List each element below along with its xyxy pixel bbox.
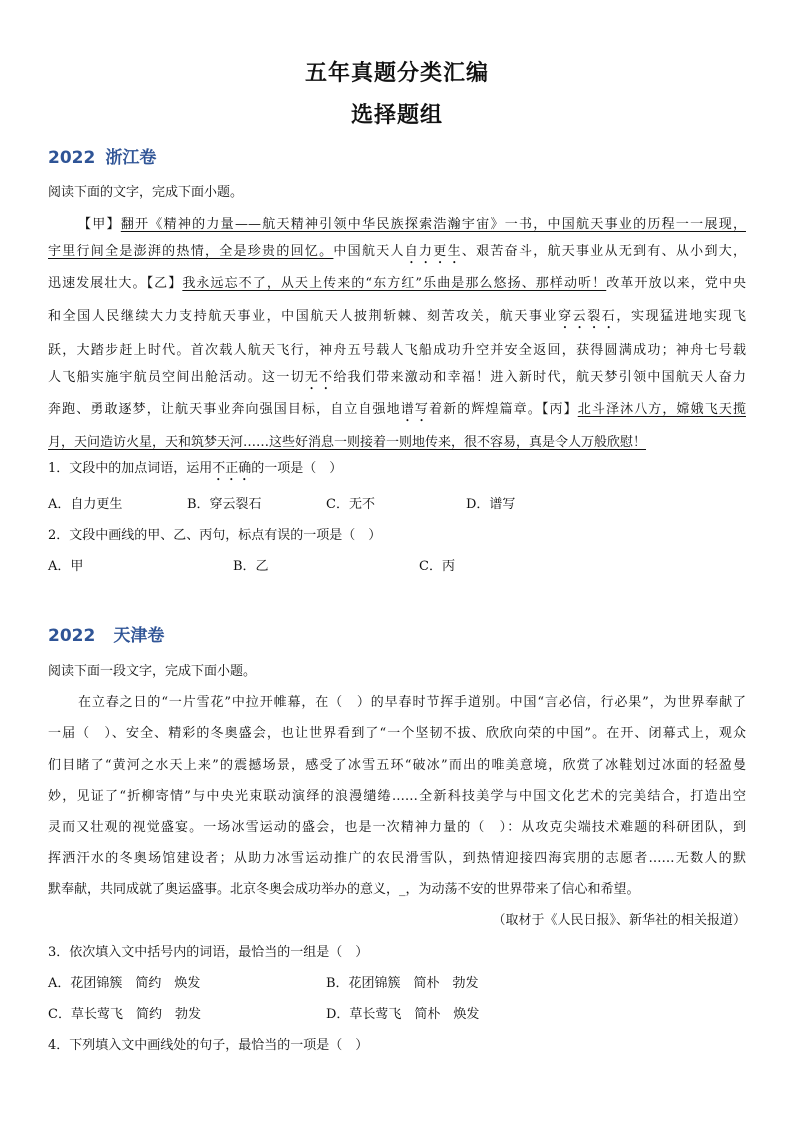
dotted-word: 自力更生 [404,244,462,259]
q3-option-d: D．草长莺飞 简朴 焕发 [326,1007,480,1022]
underlined-sentence-bing: 北斗泽沐八方，嫦娥飞天揽 [577,402,746,417]
dotted-word: 不正确 [212,461,252,476]
dotted-word: 穿云裂石 [558,309,617,324]
section-heading-zhejiang [48,143,156,168]
passage-text: 跃，大踏步赶上时代。首次载人航天飞行，神舟五号载人飞船成功升空并安全返回，获得圆满成功；神舟七号载 [48,343,746,358]
underlined-sentence-bing-cont: 月，天问造访火星，天和筑梦天河……这些好消息一则接着一则地传来，很不容易，真是令人万般欣慰！ [48,435,647,450]
passage-line [48,366,746,393]
passage-line: 挥洒汗水的冬奥场馆建设者；从助力冰雪运动推广的农民滑雪队，到热情迎接四海宾朋的志愿者……无数人的默 [48,851,746,866]
passage-text: 改革开放以来，党中央 [606,276,746,291]
dotted-word: 谱写 [400,402,430,417]
passage-line [48,305,746,332]
q3-option-b: B．花团锦簇 简朴 勃发 [326,976,479,991]
q2-option-c: C．丙 [419,559,455,574]
q3-option-c: C．草长莺飞 简约 勃发 [48,1007,201,1022]
reading-instruction: 阅读下面的文字，完成下面小题。 [48,185,244,200]
question-3: 3．依次填入文中括号内的词语，最恰当的一组是（ ） [48,945,369,960]
passage-text: 奔跑、勇敢逐梦，让航天事业奔向强国目标，自立自强地 [48,402,401,417]
passage-text: 迅速发展壮大。【乙】 [48,276,183,291]
passage-line [78,213,746,232]
passage-line: 妙，见证了“折柳寄情”与中央光束联动演绎的浪漫缱绻……全新科技美学与中国文化艺术的完美结合，打造出空 [48,789,746,804]
passage-text: 和全国人民继续大力支持航天事业，中国航天人披荆斩棘、刻苦攻关，航天事业 [48,309,559,324]
passage-line [48,240,746,267]
dotted-word: 无不 [304,370,334,385]
reading-instruction: 阅读下面一段文字，完成下面小题。 [48,664,257,679]
underlined-sentence-jia: 翻开《精神的力量——航天精神引领中华民族探索浩瀚宇宙》一书，中国航天事业的历程一一展现， [120,217,746,232]
passage-line: 在立春之日的“一片雪花”中拉开帷幕，在（ ）的早春时节挥手道别。中国“言必信，行必果”，为世界奉献了 [78,695,746,710]
section-year: 2022 [48,626,96,646]
underlined-sentence-yi: 我永远忘不了，从天上传来的“东方红”乐曲是那么悠扬、那样动听！ [182,276,607,291]
question-2: 2．文段中画线的甲、乙、丙句，标点有误的一项是（ ） [48,528,382,543]
question-text: 1．文段中的加点词语，运用 [48,461,213,476]
question-text: 的一项是（ ） [251,461,343,476]
passage-text: 给我们带来激动和幸福！进入新时代，航天梦引领中国航天人奋力 [333,370,746,385]
passage-line: 默奉献，共同成就了奥运盛事。北京冬奥会成功举办的意义，_，为动荡不安的世界带来了信心和希望。 [48,882,640,897]
passage-text: ，实现猛进地实现飞 [616,309,746,324]
passage-line [48,431,746,450]
marker-jia: 【甲】 [78,217,121,232]
passage-line [48,398,746,425]
passage-line: 们目睹了“黄河之水天上来”的震撼场景，感受了冰雪五环“破冰”而出的唯美意境，欣赏了冰鞋划过冰面的轻盈曼 [48,758,746,773]
q1-option-b: B．穿云裂石 [187,497,262,512]
q2-option-a: A．甲 [48,559,84,574]
q1-option-d: D．谱写 [466,497,516,512]
passage-text: 、艰苦奋斗，航天事业从无到有、从小到大， [461,244,746,259]
underlined-sentence-jia-cont: 宇里行间全是澎湃的热情，全是珍贵的回忆。 [48,244,334,259]
q3-option-a: A．花团锦簇 简约 焕发 [48,976,201,991]
document-subtitle: 选择题组 [350,102,443,128]
q2-option-b: B．乙 [233,559,269,574]
passage-line [48,339,746,358]
section-region: 天津卷 [113,626,165,646]
passage-line [48,272,746,291]
question-1 [48,457,342,484]
section-year: 2022 [48,148,96,168]
q1-option-a: A．自力更生 [48,497,123,512]
passage-text: 中国航天人 [333,244,405,259]
document-title: 五年真题分类汇编 [304,60,489,86]
source-citation: （取材于《人民日报》、新华社的相关报道） [492,913,746,928]
section-heading-tianjin [48,621,164,646]
passage-line: 灵而又壮观的视觉盛宴。一场冰雪运动的盛会，也是一次精神力量的（ ）：从攻克尖端技术难题的科研团队，到 [48,820,746,835]
question-4: 4．下列填入文中画线处的句子，最恰当的一项是（ ） [48,1038,369,1053]
passage-text: 着新的辉煌篇章。【丙】 [429,402,578,417]
passage-line: 一届（ ）、安全、精彩的冬奥盛会，也让世界看到了“一个坚韧不拔、欣欣向荣的中国”。在开、闭幕式上，观众 [48,726,746,741]
section-region: 浙江卷 [105,148,157,168]
passage-text: 人飞船实施宇航员空间出舱活动。这一切 [48,370,305,385]
q1-option-c: C．无不 [326,497,375,512]
